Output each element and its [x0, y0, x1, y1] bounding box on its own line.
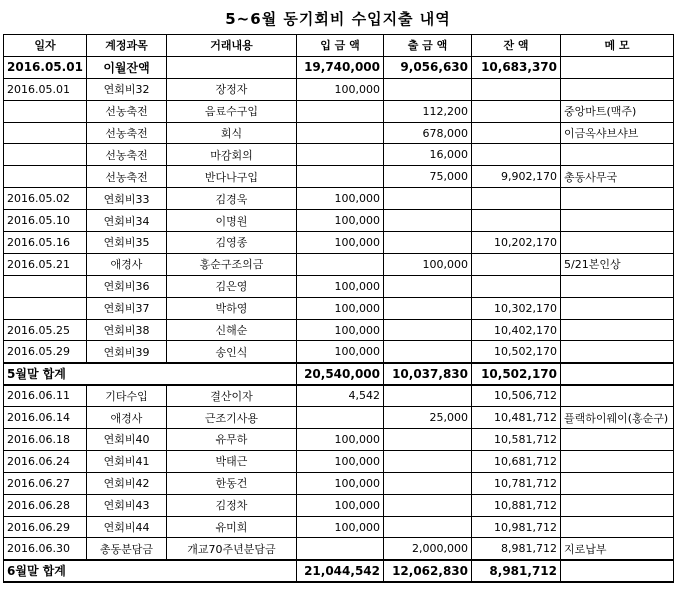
- ledger-body: [4, 56, 674, 581]
- table-row: [4, 407, 674, 429]
- income-cell: 100,000: [297, 188, 384, 210]
- income-cell: [297, 253, 384, 275]
- header-description: 거래내용: [167, 35, 297, 57]
- income-cell: 100,000: [297, 297, 384, 319]
- ledger-table: [3, 34, 674, 583]
- account-cell: 연회비39: [87, 341, 167, 363]
- date-cell: 2016.06.30: [4, 538, 87, 560]
- expense-cell: [384, 78, 472, 100]
- balance-cell: [472, 78, 561, 100]
- description-cell: 회식: [167, 122, 297, 144]
- account-cell: 연회비35: [87, 232, 167, 254]
- table-row: [4, 538, 674, 560]
- account-cell: 연회비37: [87, 297, 167, 319]
- memo-cell: [561, 560, 674, 582]
- date-cell: [4, 144, 87, 166]
- balance-cell: 10,402,170: [472, 319, 561, 341]
- description-cell: 결산이자: [167, 385, 297, 407]
- memo-cell: 총동사무국: [561, 166, 674, 188]
- total-income: 20,540,000: [297, 363, 384, 385]
- income-cell: [297, 144, 384, 166]
- account-cell: 연회비40: [87, 429, 167, 451]
- expense-cell: [384, 472, 472, 494]
- description-cell: 반다나구입: [167, 166, 297, 188]
- description-cell: 김영종: [167, 232, 297, 254]
- account-cell: 연회비34: [87, 210, 167, 232]
- memo-cell: [561, 516, 674, 538]
- total-label: 5월말 합계: [4, 363, 297, 385]
- expense-cell: 9,056,630: [384, 56, 472, 78]
- total-balance: 10,502,170: [472, 363, 561, 385]
- description-cell: [167, 56, 297, 78]
- account-cell: 선농축전: [87, 144, 167, 166]
- account-cell: 애경사: [87, 253, 167, 275]
- income-cell: 100,000: [297, 429, 384, 451]
- description-cell: 장정자: [167, 78, 297, 100]
- date-cell: 2016.06.14: [4, 407, 87, 429]
- expense-cell: [384, 275, 472, 297]
- memo-cell: [561, 385, 674, 407]
- memo-cell: 중앙마트(맥주): [561, 100, 674, 122]
- memo-cell: [561, 144, 674, 166]
- table-row: [4, 210, 674, 232]
- description-cell: 김은영: [167, 275, 297, 297]
- account-cell: 연회비43: [87, 494, 167, 516]
- date-cell: [4, 297, 87, 319]
- table-row: [4, 494, 674, 516]
- account-cell: 이월잔액: [87, 56, 167, 78]
- date-cell: 2016.05.10: [4, 210, 87, 232]
- balance-cell: [472, 100, 561, 122]
- income-cell: [297, 538, 384, 560]
- description-cell: 마감회의: [167, 144, 297, 166]
- date-cell: 2016.06.24: [4, 450, 87, 472]
- account-cell: 선농축전: [87, 100, 167, 122]
- description-cell: 이명원: [167, 210, 297, 232]
- description-cell: 송인식: [167, 341, 297, 363]
- memo-cell: 지로납부: [561, 538, 674, 560]
- balance-cell: 8,981,712: [472, 538, 561, 560]
- memo-cell: [561, 494, 674, 516]
- date-cell: [4, 275, 87, 297]
- description-cell: 홍순구조의금: [167, 253, 297, 275]
- income-cell: 100,000: [297, 341, 384, 363]
- table-row: [4, 275, 674, 297]
- balance-cell: 9,902,170: [472, 166, 561, 188]
- expense-cell: [384, 385, 472, 407]
- table-row: [4, 472, 674, 494]
- income-cell: 100,000: [297, 78, 384, 100]
- expense-cell: 100,000: [384, 253, 472, 275]
- table-row: [4, 516, 674, 538]
- memo-cell: [561, 297, 674, 319]
- income-cell: 100,000: [297, 275, 384, 297]
- description-cell: 김경욱: [167, 188, 297, 210]
- balance-cell: 10,502,170: [472, 341, 561, 363]
- income-cell: [297, 166, 384, 188]
- description-cell: 유미희: [167, 516, 297, 538]
- balance-cell: [472, 253, 561, 275]
- header-expense: 출 금 액: [384, 35, 472, 57]
- total-row: [4, 560, 674, 582]
- memo-cell: [561, 363, 674, 385]
- account-cell: 연회비38: [87, 319, 167, 341]
- expense-cell: 16,000: [384, 144, 472, 166]
- date-cell: 2016.05.25: [4, 319, 87, 341]
- expense-cell: [384, 429, 472, 451]
- table-row: [4, 297, 674, 319]
- total-expense: 10,037,830: [384, 363, 472, 385]
- table-row: [4, 122, 674, 144]
- description-cell: 박하영: [167, 297, 297, 319]
- income-cell: [297, 122, 384, 144]
- date-cell: 2016.06.27: [4, 472, 87, 494]
- memo-cell: 플랙하이웨이(홍순구): [561, 407, 674, 429]
- expense-cell: 75,000: [384, 166, 472, 188]
- date-cell: 2016.05.16: [4, 232, 87, 254]
- header-memo: 메 모: [561, 35, 674, 57]
- expense-cell: [384, 188, 472, 210]
- memo-cell: [561, 341, 674, 363]
- balance-cell: 10,981,712: [472, 516, 561, 538]
- balance-cell: 10,581,712: [472, 429, 561, 451]
- table-row: [4, 450, 674, 472]
- table-row: [4, 385, 674, 407]
- expense-cell: [384, 341, 472, 363]
- balance-cell: [472, 210, 561, 232]
- table-row: [4, 144, 674, 166]
- date-cell: 2016.05.21: [4, 253, 87, 275]
- income-cell: 100,000: [297, 472, 384, 494]
- table-row: [4, 253, 674, 275]
- date-cell: 2016.06.28: [4, 494, 87, 516]
- table-row: [4, 166, 674, 188]
- account-cell: 기타수입: [87, 385, 167, 407]
- account-cell: 애경사: [87, 407, 167, 429]
- income-cell: [297, 100, 384, 122]
- total-income: 21,044,542: [297, 560, 384, 582]
- memo-cell: 이금옥샤브샤브: [561, 122, 674, 144]
- table-row: [4, 232, 674, 254]
- balance-cell: 10,683,370: [472, 56, 561, 78]
- total-expense: 12,062,830: [384, 560, 472, 582]
- income-cell: 100,000: [297, 494, 384, 516]
- account-cell: 총동분담금: [87, 538, 167, 560]
- description-cell: 개교70주년분담금: [167, 538, 297, 560]
- balance-cell: 10,506,712: [472, 385, 561, 407]
- date-cell: 2016.05.01: [4, 56, 87, 78]
- income-cell: [297, 407, 384, 429]
- balance-cell: 10,302,170: [472, 297, 561, 319]
- balance-cell: 10,681,712: [472, 450, 561, 472]
- balance-cell: 10,881,712: [472, 494, 561, 516]
- memo-cell: [561, 78, 674, 100]
- expense-cell: [384, 210, 472, 232]
- date-cell: 2016.05.29: [4, 341, 87, 363]
- date-cell: 2016.06.18: [4, 429, 87, 451]
- expense-cell: 112,200: [384, 100, 472, 122]
- expense-cell: 678,000: [384, 122, 472, 144]
- table-row: [4, 78, 674, 100]
- balance-cell: 10,781,712: [472, 472, 561, 494]
- balance-cell: [472, 275, 561, 297]
- description-cell: 음료수구입: [167, 100, 297, 122]
- total-row: [4, 363, 674, 385]
- expense-cell: 2,000,000: [384, 538, 472, 560]
- memo-cell: [561, 319, 674, 341]
- account-cell: 연회비44: [87, 516, 167, 538]
- memo-cell: [561, 188, 674, 210]
- account-cell: 선농축전: [87, 122, 167, 144]
- income-cell: 19,740,000: [297, 56, 384, 78]
- memo-cell: [561, 275, 674, 297]
- date-cell: [4, 166, 87, 188]
- income-cell: 100,000: [297, 450, 384, 472]
- account-cell: 선농축전: [87, 166, 167, 188]
- date-cell: 2016.06.11: [4, 385, 87, 407]
- date-cell: 2016.05.02: [4, 188, 87, 210]
- header-row: [4, 35, 674, 57]
- table-row: [4, 429, 674, 451]
- table-row: [4, 341, 674, 363]
- balance-cell: [472, 122, 561, 144]
- table-row: [4, 188, 674, 210]
- income-cell: 100,000: [297, 319, 384, 341]
- description-cell: 박태근: [167, 450, 297, 472]
- page-title: 5~6월 동기회비 수입지출 내역: [225, 10, 451, 28]
- expense-cell: [384, 297, 472, 319]
- account-cell: 연회비32: [87, 78, 167, 100]
- date-cell: 2016.05.01: [4, 78, 87, 100]
- memo-cell: 5/21본인상: [561, 253, 674, 275]
- expense-cell: [384, 494, 472, 516]
- description-cell: 유무하: [167, 429, 297, 451]
- header-date: 일자: [4, 35, 87, 57]
- expense-cell: [384, 516, 472, 538]
- memo-cell: [561, 472, 674, 494]
- table-row: [4, 56, 674, 78]
- expense-cell: [384, 319, 472, 341]
- description-cell: 신해순: [167, 319, 297, 341]
- income-cell: 4,542: [297, 385, 384, 407]
- header-balance: 잔 액: [472, 35, 561, 57]
- balance-cell: 10,481,712: [472, 407, 561, 429]
- date-cell: [4, 100, 87, 122]
- total-label: 6월말 합계: [4, 560, 297, 582]
- table-row: [4, 319, 674, 341]
- expense-cell: [384, 450, 472, 472]
- expense-cell: [384, 232, 472, 254]
- memo-cell: [561, 429, 674, 451]
- header-income: 입 금 액: [297, 35, 384, 57]
- account-cell: 연회비42: [87, 472, 167, 494]
- account-cell: 연회비41: [87, 450, 167, 472]
- memo-cell: [561, 232, 674, 254]
- description-cell: 한동건: [167, 472, 297, 494]
- description-cell: 근조기사용: [167, 407, 297, 429]
- total-balance: 8,981,712: [472, 560, 561, 582]
- income-cell: 100,000: [297, 232, 384, 254]
- balance-cell: [472, 144, 561, 166]
- date-cell: 2016.06.29: [4, 516, 87, 538]
- memo-cell: [561, 56, 674, 78]
- memo-cell: [561, 210, 674, 232]
- description-cell: 김정차: [167, 494, 297, 516]
- income-cell: 100,000: [297, 210, 384, 232]
- table-row: [4, 100, 674, 122]
- date-cell: [4, 122, 87, 144]
- balance-cell: 10,202,170: [472, 232, 561, 254]
- account-cell: 연회비33: [87, 188, 167, 210]
- balance-cell: [472, 188, 561, 210]
- header-account: 계정과목: [87, 35, 167, 57]
- memo-cell: [561, 450, 674, 472]
- expense-cell: 25,000: [384, 407, 472, 429]
- account-cell: 연회비36: [87, 275, 167, 297]
- income-cell: 100,000: [297, 516, 384, 538]
